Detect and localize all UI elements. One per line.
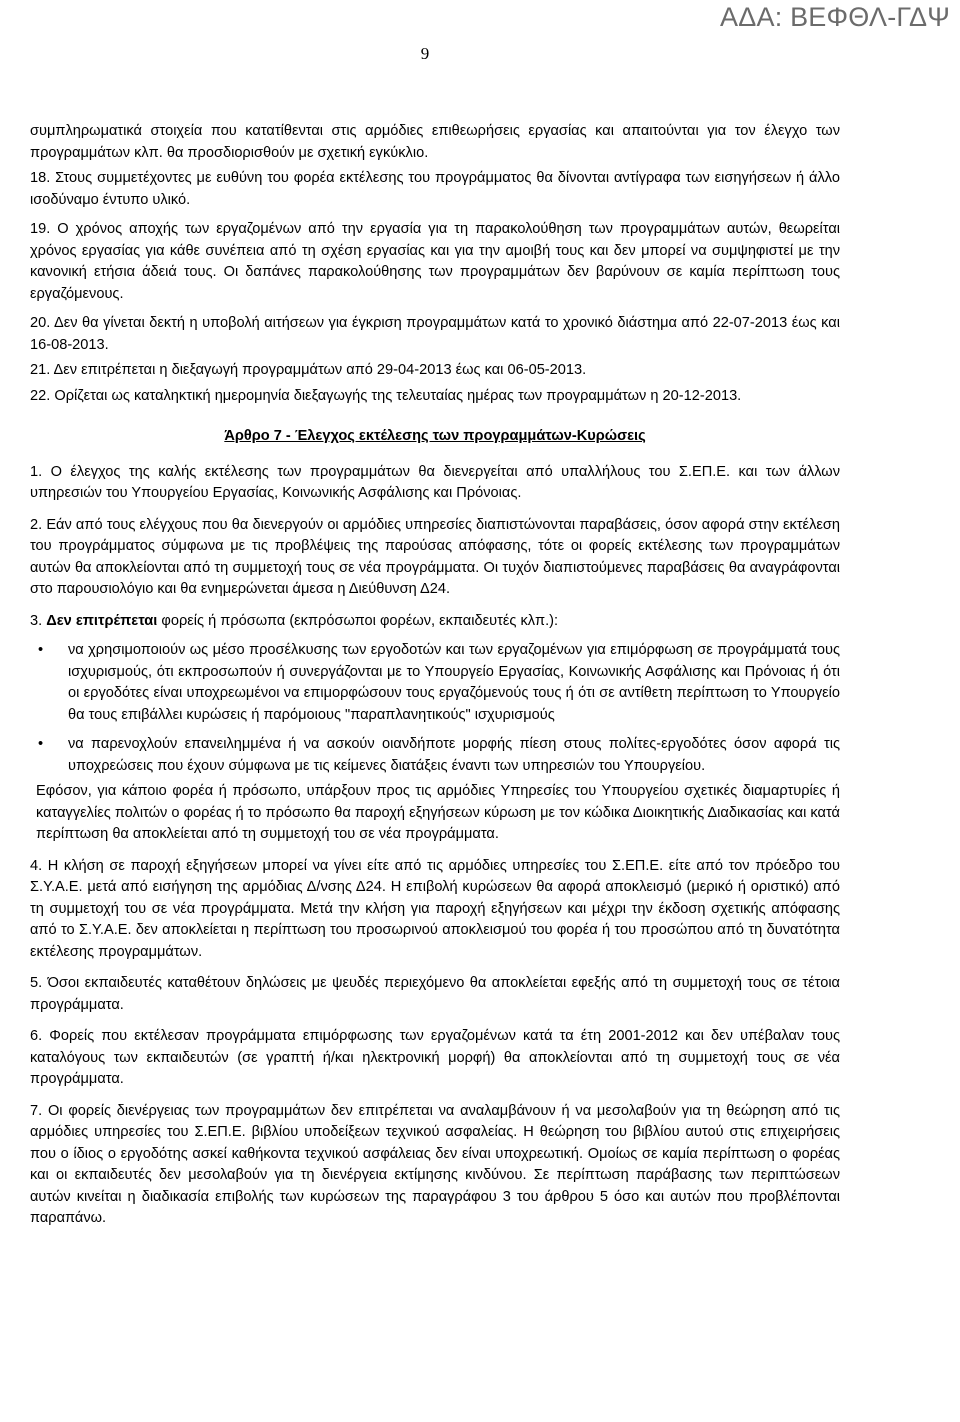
bullet-text-1: να χρησιμοποιούν ως μέσο προσέλκυσης των εργοδοτών και των εργαζομένων για επιμόρφωση σε προγράμματά τους ισχυρισμούς, ότι εκπροσωπούν ή συνεργάζονται με το Υπουργείο Εργασίας, Κοινωνικής Ασφάλισης και Πρόνοιας ή ότι οι εργοδότες είναι υποχρεωμένοι να επιμορφώσουν τους εργαζόμενούς τους ή ότι σε αντίθετη περίπτωση το Υπουργείο θα τους επιβάλλει κυρώσεις ή παρόμοιους "παραπλανητικούς" ισχυρισμούς <box>68 642 840 723</box>
bullet-text-2: να παρενοχλούν επανειλημμένα ή να ασκούν οιανδήποτε μορφής πίεση στους πολίτες-εργοδότες όσον αφορά τις υποχρεώσεις που έχουν σύμφωνα με τις κείμενες διατάξεις έναντι των υπηρεσιών του Υπουργείου. <box>68 736 840 774</box>
paragraph-18: 18. Στους συμμετέχοντες με ευθύνη του φορέα εκτέλεσης του προγράμματος θα δίνονται αντίγραφα των εισηγήσεων ή άλλο ισοδύναμο έντυπο υλικό. <box>30 170 840 208</box>
document-body <box>30 121 840 1230</box>
article-7-paragraph-2: 2. Εάν από τους ελέγχους που θα διενεργούν οι αρμόδιες υπηρεσίες διαπιστώνονται παραβάσεις, όσον αφορά στην εκτέλεση του προγράμματος σύμφωνα με τις προβλέψεις της παρούσας απόφασης, τότε οι φορείς εκτέλεσης των προγραμμάτων αυτών θα αποκλείονται από τη συμμετοχή τους σε νέα προγράμματα. Οι τυχόν διαπιστούμενες παραβάσεις θα αναγράφονται στο παρουσιολόγιο και θα ενημερώνεται άμεσα η Διεύθυνση Δ24. <box>30 516 840 597</box>
page-number: 9 <box>420 44 430 63</box>
bullet-icon: • <box>38 736 44 752</box>
article-7-heading: Άρθρο 7 - Έλεγχος εκτέλεσης των προγραμμάτων-Κυρώσεις <box>224 428 646 444</box>
paragraph-21: 21. Δεν επιτρέπεται η διεξαγωγή προγραμμάτων από 29-04-2013 έως και 06-05-2013. <box>30 362 587 378</box>
paragraph-17-continued: συμπληρωματικά στοιχεία που κατατίθενται στις αρμόδιες επιθεωρήσεις εργασίας και απαιτούνται για τον έλεγχο των προγραμμάτων κλπ. θα προσδιορισθούν με σχετική εγκύκλιο. <box>30 123 840 161</box>
paragraph-20: 20. Δεν θα γίνεται δεκτή η υποβολή αιτήσεων για έγκριση προγραμμάτων κατά το χρονικό διάστημα από 22-07-2013 έως και 16-08-2013. <box>30 315 840 353</box>
bullet-item-2 <box>30 734 840 777</box>
paragraph-3-emphasis: Δεν επιτρέπεται <box>46 612 158 629</box>
article-7-paragraph-5: 5. Όσοι εκπαιδευτές καταθέτουν δηλώσεις με ψευδές περιεχόμενο θα αποκλείεται εφεξής από τη συμμετοχή τους σε τέτοια προγράμματα. <box>30 975 840 1013</box>
bullet-icon: • <box>38 642 44 658</box>
paragraph-3-text: φορείς ή πρόσωπα (εκπρόσωποι φορέων, εκπαιδευτές κλπ.): <box>157 612 559 629</box>
article-7-paragraph-7: 7. Οι φορείς διενέργειας των προγραμμάτων δεν επιτρέπεται να αναλαμβάνουν ή να μεσολαβούν για τη θεώρηση από τις αρμόδιες υπηρεσίες του Σ.ΕΠ.Ε. βιβλίου υποδείξεων τεχνικού ασφαλείας. Η θεώρηση του βιβλίου αυτού στις επιχειρήσεις που ο ίδιος ο εργοδότης ασκεί καθήκοντα τεχνικού ασφάλειας δεν είναι υποχρεωτική. Ομοίως σε καμία περίπτωση ο φορέας και οι εκπαιδευτές δεν μεσολαβούν για τη διενέργεια εκτίμησης κινδύνου. Σε περίπτωση παράβασης των περιπτώσεων αυτών κινείται η διαδικασία επιβολής των κυρώσεων της παραγράφου 3 του άρθρου 5 όσο και αυτών που προβλέπονται παραπάνω. <box>30 1102 840 1226</box>
paragraph-3-number: 3. <box>30 612 47 629</box>
paragraph-19: 19. Ο χρόνος αποχής των εργαζομένων από την εργασία για τη παρακολούθηση των προγραμμάτων αυτών, θεωρείται χρόνος εργασίας για κάθε συνέπεια από τη σχέση εργασίας και για την αμοιβή τους και δεν μπορεί να συμψηφιστεί με την κανονική ετήσια άδειά τους. Οι δαπάνες παρακολούθησης των προγραμμάτων δεν βαρύνουν σε καμία περίπτωση τους εργαζόμενους. <box>30 221 840 302</box>
article-7-paragraph-3 <box>30 611 840 633</box>
article-7-paragraph-6: 6. Φορείς που εκτέλεσαν προγράμματα επιμόρφωσης των εργαζομένων κατά τα έτη 2001-2012 και δεν υπέβαλαν τους καταλόγους των εκπαιδευτών (σε γραπτή ή/και ηλεκτρονική μορφή) θα αποκλείονται από τη συμμετοχή τους σε νέα προγράμματα. <box>30 1028 840 1087</box>
bullet-item-1 <box>30 640 840 726</box>
ada-code: ΑΔΑ: ΒΕΦΘΛ-ΓΔΨ <box>720 2 950 32</box>
paragraph-3-continuation: Εφόσον, για κάποιο φορέα ή πρόσωπο, υπάρξουν προς τις αρμόδιες Υπηρεσίες του Υπουργείου σχετικές διαμαρτυρίες ή καταγγελίες πολιτών ο φορέας ή το πρόσωπο θα παροχή εξηγήσεων κύρωση με τον κώδικα Διοικητικής Διαδικασίας και κατά περίπτωση θα αποκλείεται από τη συμμετοχή του σε νέα προγράμματα. <box>36 783 840 842</box>
paragraph-22: 22. Ορίζεται ως καταληκτική ημερομηνία διεξαγωγής της τελευταίας ημέρας των προγραμμάτων η 20-12-2013. <box>30 387 742 404</box>
article-7-paragraph-1: 1. Ο έλεγχος της καλής εκτέλεσης των προγραμμάτων θα διενεργείται από υπαλλήλους του Σ.ΕΠ.Ε. και των άλλων υπηρεσιών του Υπουργείου Εργασίας, Κοινωνικής Ασφάλισης και Πρόνοιας. <box>30 463 840 501</box>
article-7-paragraph-4: 4. Η κλήση σε παροχή εξηγήσεων μπορεί να γίνει είτε από τις αρμόδιες υπηρεσίες του Σ.ΕΠ.Ε. είτε από τον πρόεδρο του Σ.Υ.Α.Ε. μετά από εισήγηση της αρμόδιας Δ/νσης Δ24. Η επιβολή κυρώσεων θα αφορά αποκλεισμό (μερικό ή οριστικό) από τη συμμετοχή του σε νέα προγράμματα. Μετά την κλήση για παροχή εξηγήσεων και μέχρι την έκδοση σχετικής απόφασης από το Σ.Υ.Α.Ε. δεν αποκλείεται η περίπτωση του προσωρινού αποκλεισμού του φορέα ή του προσώπου από τη δυνατότητα εκτέλεσης προγραμμάτων. <box>30 857 840 960</box>
